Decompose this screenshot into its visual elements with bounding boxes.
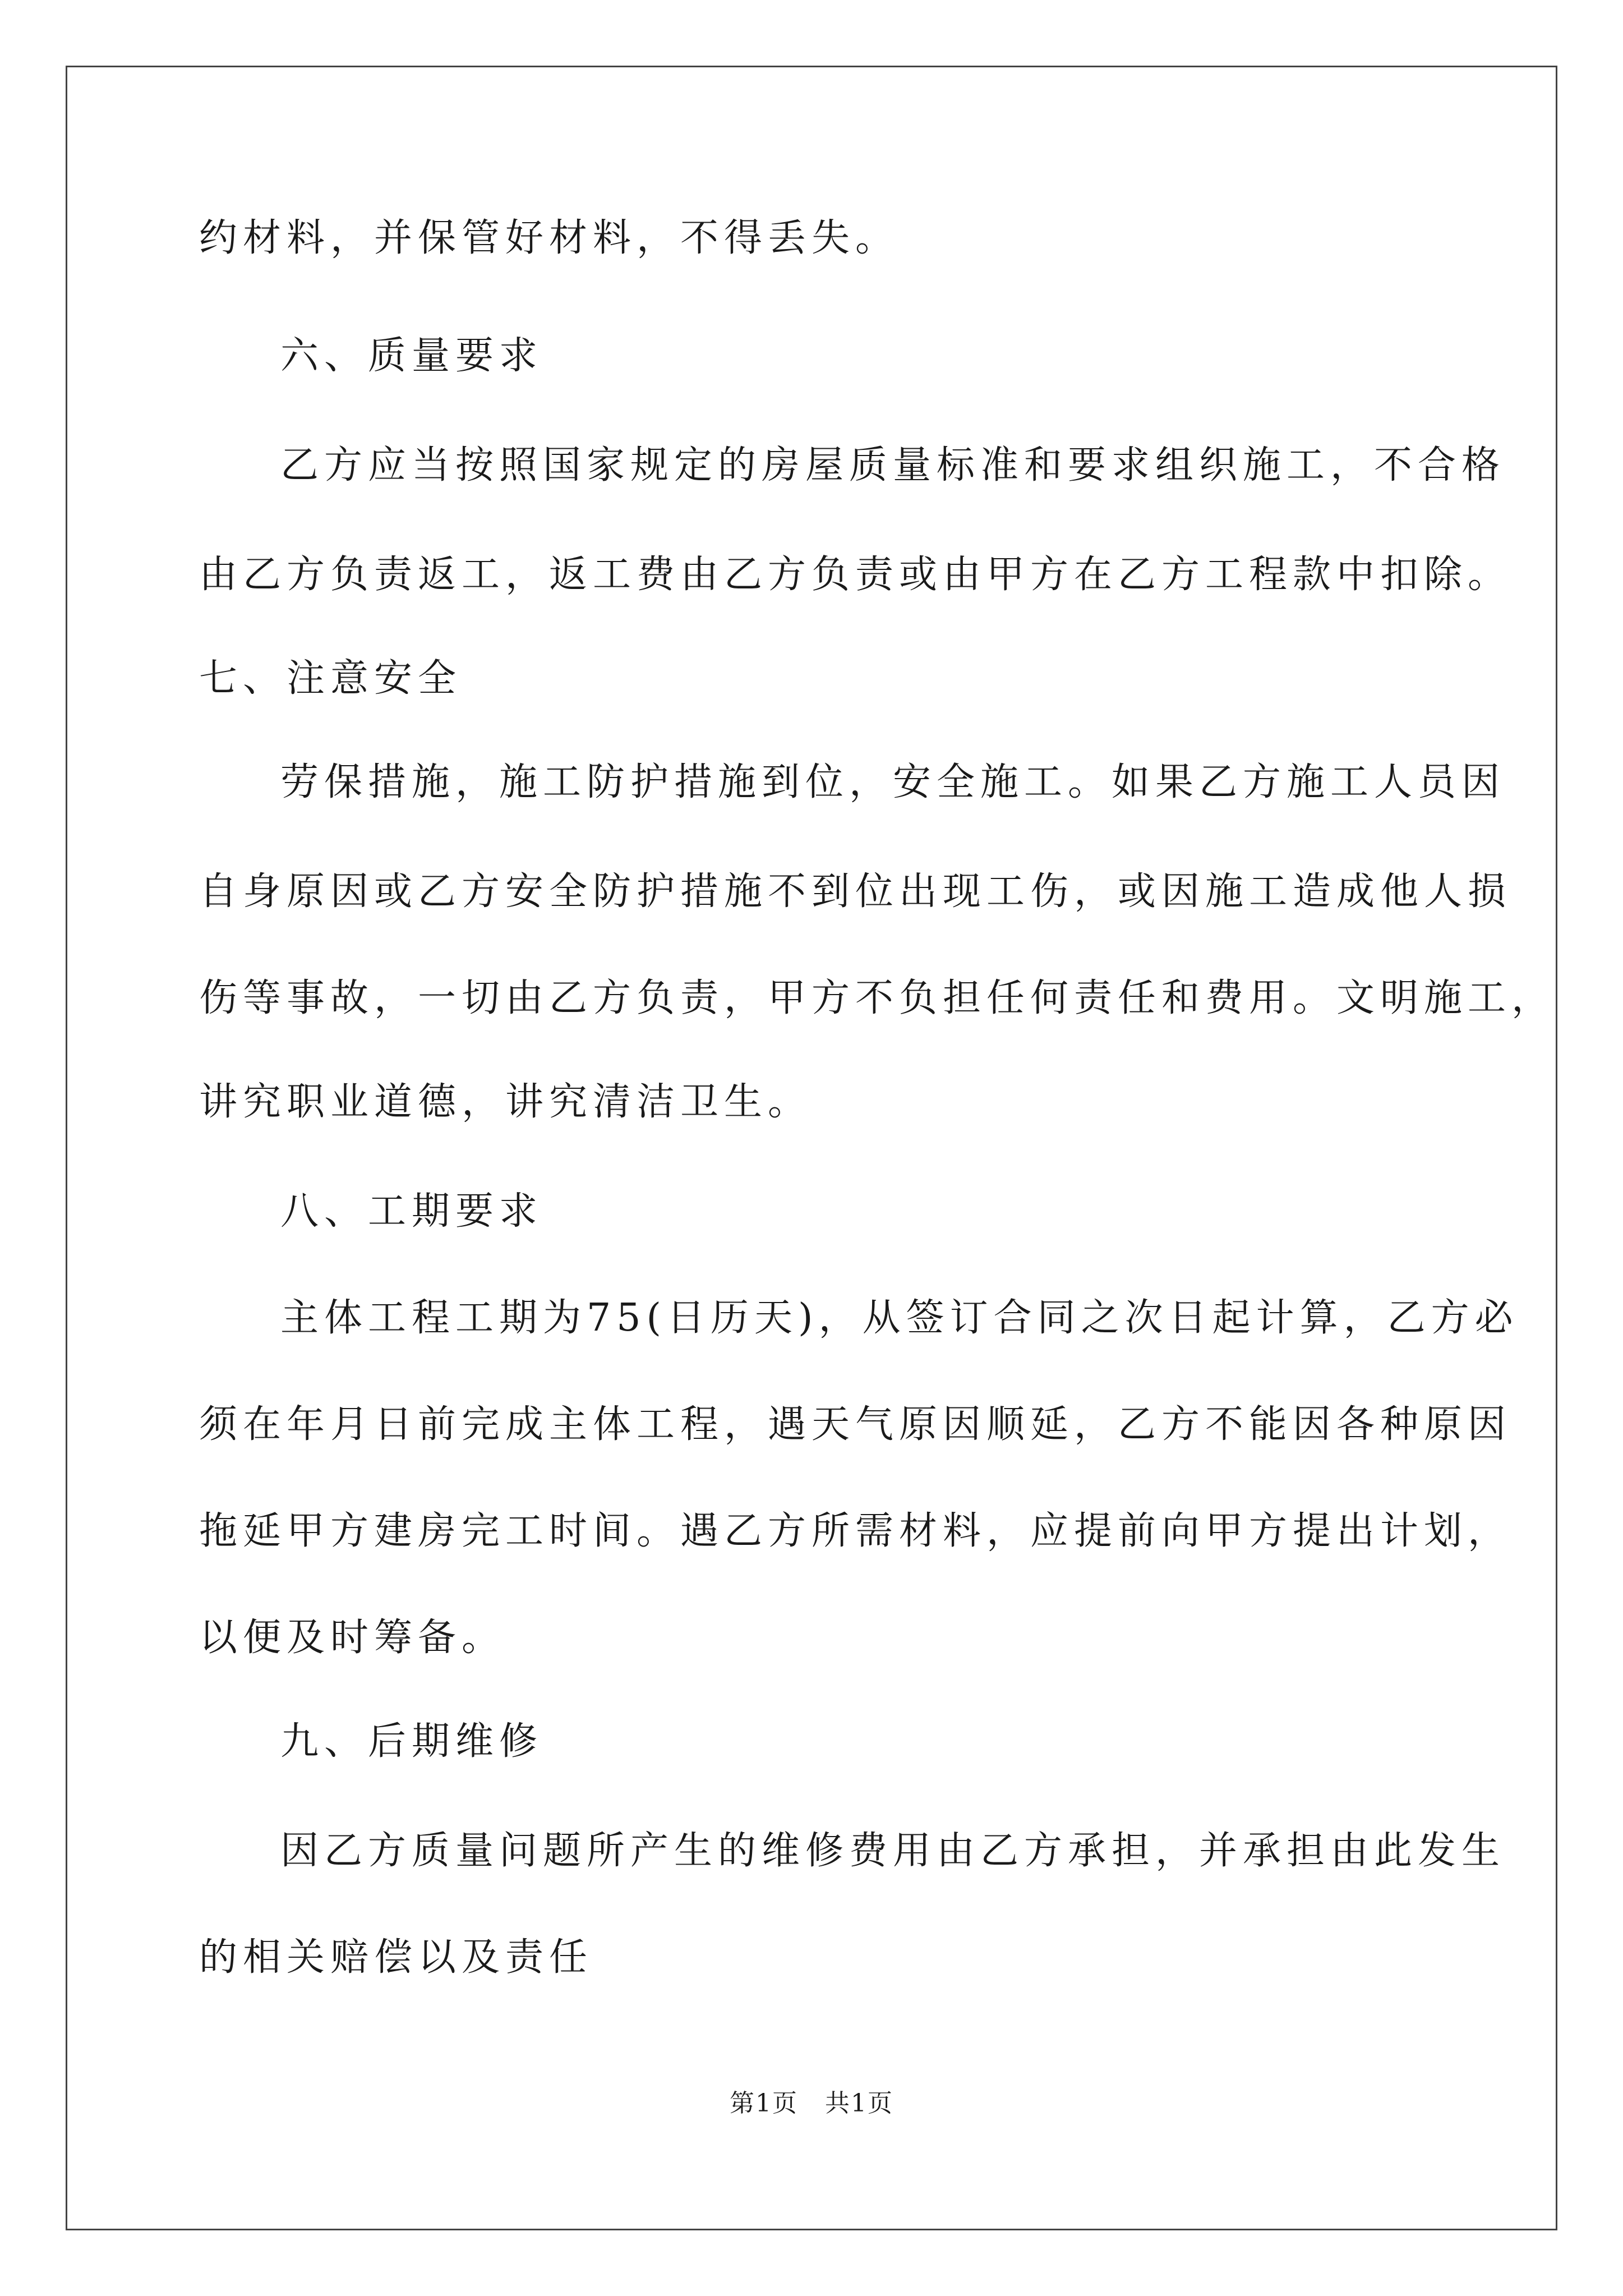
body-text-line: 拖延甲方建房完工时间。遇乙方所需材料，应提前向甲方提出计划， (199, 1509, 1512, 1553)
body-text-line: 由乙方负责返工，返工费由乙方负责或由甲方在乙方工程款中扣除。 (199, 553, 1512, 597)
body-text-line: 以便及时筹备。 (199, 1616, 506, 1660)
section-heading-safety: 七、注意安全 (199, 656, 462, 701)
body-text-line: 因乙方质量问题所产生的维修费用由乙方承担，并承担由此发生 (280, 1829, 1506, 1873)
section-heading-quality: 六、质量要求 (280, 334, 543, 378)
body-text-line: 乙方应当按照国家规定的房屋质量标准和要求组织施工，不合格 (280, 443, 1506, 487)
page-number: 第1页 共1页 (730, 2089, 893, 2118)
body-text-line: 的相关赔偿以及责任 (199, 1935, 593, 1980)
body-text-line: 约材料，并保管好材料，不得丢失。 (199, 216, 900, 260)
body-text-line: 须在年月日前完成主体工程，遇天气原因顺延，乙方不能因各种原因 (199, 1402, 1512, 1447)
section-heading-schedule: 八、工期要求 (280, 1189, 543, 1234)
body-text-line: 劳保措施，施工防护措施到位，安全施工。如果乙方施工人员因 (280, 760, 1506, 804)
section-heading-maintenance: 九、后期维修 (280, 1719, 543, 1764)
body-text-line: 伤等事故，一切由乙方负责，甲方不负担任何责任和费用。文明施工， (199, 976, 1556, 1020)
body-text-line: 自身原因或乙方安全防护措施不到位出现工伤，或因施工造成他人损 (199, 869, 1512, 914)
body-text-line: 主体工程工期为75(日历天)，从签订合同之次日起计算，乙方必 (280, 1296, 1519, 1340)
body-text-line: 讲究职业道德，讲究清洁卫生。 (199, 1080, 812, 1124)
page-border (66, 66, 1557, 2230)
